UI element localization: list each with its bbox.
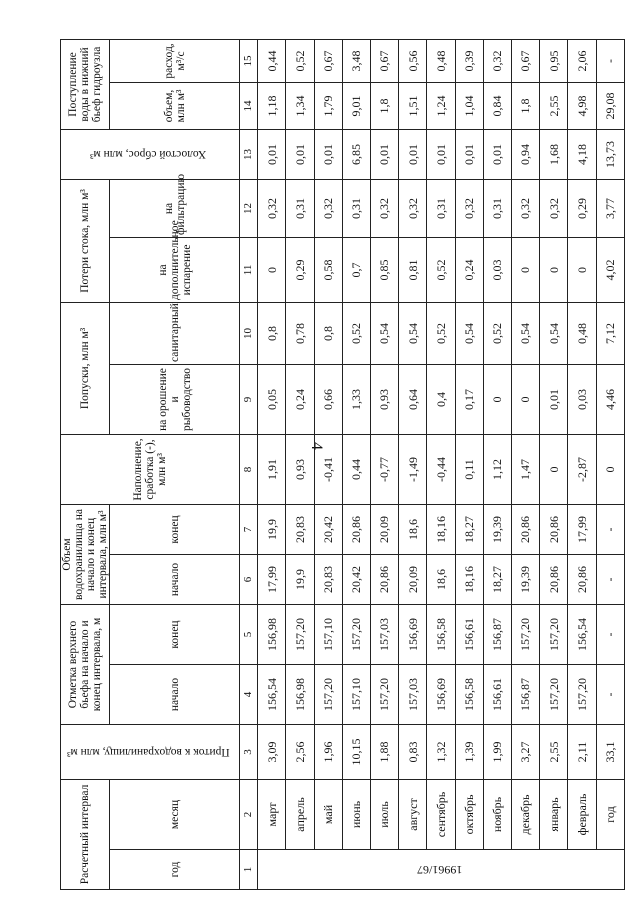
- inflow-cell: 2,56: [286, 724, 314, 779]
- down-flow-cell: 0,39: [455, 39, 483, 82]
- table-row: [399, 39, 427, 889]
- loss-evap-cell: 0: [512, 237, 540, 302]
- loss-filtration-cell: 0,32: [455, 179, 483, 237]
- table-row: [596, 39, 624, 889]
- loss-evap-cell: 0: [540, 237, 568, 302]
- release-sanitary-cell: 0,8: [258, 302, 286, 364]
- upper-end-cell: 157,10: [314, 604, 342, 664]
- volume-start-cell: 19,9: [286, 554, 314, 604]
- release-irrigation-cell: 0,66: [314, 364, 342, 434]
- column-number: 12: [240, 179, 258, 237]
- fill-cell: 1,12: [483, 434, 511, 504]
- table-row: [568, 39, 596, 889]
- month-cell: декабрь: [512, 779, 540, 849]
- upper-start-cell: 157,20: [314, 664, 342, 724]
- release-irrigation-cell: 0,01: [540, 364, 568, 434]
- down-volume-cell: 1,04: [455, 82, 483, 129]
- release-sanitary-cell: 0,8: [314, 302, 342, 364]
- column-number: 11: [240, 237, 258, 302]
- volume-start-cell: 20,86: [568, 554, 596, 604]
- down-volume-cell: 1,24: [427, 82, 455, 129]
- fill-cell: 0: [596, 434, 624, 504]
- volume-end-cell: 19,39: [483, 504, 511, 554]
- upper-end-cell: 156,61: [455, 604, 483, 664]
- fill-cell: -2,87: [568, 434, 596, 504]
- header-year: год: [110, 850, 240, 890]
- table-row: [455, 39, 483, 889]
- fill-cell: 0,11: [455, 434, 483, 504]
- header-fill: Наполнение, сработка (-), млн м³: [61, 434, 240, 504]
- fill-cell: 1,47: [512, 434, 540, 504]
- release-sanitary-cell: 0,52: [427, 302, 455, 364]
- down-volume-cell: 1,79: [314, 82, 342, 129]
- volume-end-cell: 20,86: [540, 504, 568, 554]
- release-irrigation-cell: 0,4: [427, 364, 455, 434]
- header-volume-end: конец: [110, 504, 240, 554]
- fill-cell: 0: [540, 434, 568, 504]
- volume-start-cell: 18,27: [483, 554, 511, 604]
- down-volume-cell: 4,98: [568, 82, 596, 129]
- inflow-cell: 1,99: [483, 724, 511, 779]
- fill-cell: -0,77: [371, 434, 399, 504]
- down-volume-cell: 1,51: [399, 82, 427, 129]
- volume-start-cell: 18,16: [455, 554, 483, 604]
- release-sanitary-cell: 0,54: [512, 302, 540, 364]
- header-calc-interval: Расчетный интервал: [61, 779, 110, 889]
- upper-end-cell: 156,69: [399, 604, 427, 664]
- loss-filtration-cell: 0,32: [314, 179, 342, 237]
- loss-filtration-cell: 0,32: [258, 179, 286, 237]
- upper-end-cell: 156,58: [427, 604, 455, 664]
- loss-filtration-cell: 0,31: [483, 179, 511, 237]
- down-flow-cell: 0,67: [512, 39, 540, 82]
- volume-end-cell: 18,6: [399, 504, 427, 554]
- month-cell: май: [314, 779, 342, 849]
- table-body: [258, 39, 625, 889]
- table-row: [371, 39, 399, 889]
- loss-evap-cell: 0: [568, 237, 596, 302]
- column-number: 1: [240, 850, 258, 890]
- header-loss-evap: на дополнительное испарение: [110, 237, 240, 302]
- volume-start-cell: -: [596, 554, 624, 604]
- loss-evap-cell: 0,52: [427, 237, 455, 302]
- loss-filtration-cell: 0,32: [399, 179, 427, 237]
- release-sanitary-cell: 0,54: [455, 302, 483, 364]
- down-flow-cell: -: [596, 39, 624, 82]
- month-cell: июнь: [342, 779, 370, 849]
- header-downstream: Поступление воды в нижний бьеф гидроузла: [61, 39, 110, 129]
- inflow-cell: 10,15: [342, 724, 370, 779]
- upper-end-cell: 156,54: [568, 604, 596, 664]
- down-flow-cell: 0,67: [314, 39, 342, 82]
- inflow-cell: 1,39: [455, 724, 483, 779]
- month-cell: сентябрь: [427, 779, 455, 849]
- release-irrigation-cell: 0,17: [455, 364, 483, 434]
- loss-filtration-cell: 0,31: [286, 179, 314, 237]
- volume-end-cell: 20,83: [286, 504, 314, 554]
- month-cell: апрель: [286, 779, 314, 849]
- down-flow-cell: 0,95: [540, 39, 568, 82]
- column-number: 5: [240, 604, 258, 664]
- table-row: [427, 39, 455, 889]
- release-irrigation-cell: 0,64: [399, 364, 427, 434]
- idle-discharge-cell: 13,73: [596, 129, 624, 179]
- column-number: 2: [240, 779, 258, 849]
- volume-start-cell: 17,99: [258, 554, 286, 604]
- inflow-cell: 3,27: [512, 724, 540, 779]
- idle-discharge-cell: 0,01: [455, 129, 483, 179]
- down-flow-cell: 0,67: [371, 39, 399, 82]
- release-sanitary-cell: 0,48: [568, 302, 596, 364]
- volume-start-cell: 20,09: [399, 554, 427, 604]
- inflow-cell: 1,88: [371, 724, 399, 779]
- fill-cell: 0,93: [286, 434, 314, 504]
- column-number: 8: [240, 434, 258, 504]
- column-number: 9: [240, 364, 258, 434]
- loss-evap-cell: 4,02: [596, 237, 624, 302]
- release-sanitary-cell: 0,54: [540, 302, 568, 364]
- down-volume-cell: 29,08: [596, 82, 624, 129]
- month-cell: ноябрь: [483, 779, 511, 849]
- volume-end-cell: 20,86: [342, 504, 370, 554]
- inflow-cell: 0,83: [399, 724, 427, 779]
- rotated-table-wrapper: [60, 40, 625, 890]
- upper-start-cell: 156,87: [512, 664, 540, 724]
- inflow-cell: 1,96: [314, 724, 342, 779]
- column-number: 4: [240, 664, 258, 724]
- inflow-cell: 2,11: [568, 724, 596, 779]
- down-flow-cell: 3,48: [342, 39, 370, 82]
- month-cell: август: [399, 779, 427, 849]
- volume-start-cell: 20,86: [540, 554, 568, 604]
- upper-end-cell: 156,98: [258, 604, 286, 664]
- table-row: [286, 39, 314, 889]
- idle-discharge-cell: 0,01: [371, 129, 399, 179]
- header-volume: Объем водохранилища на начало и конец интервала, млн м³: [61, 504, 110, 604]
- loss-evap-cell: 0,58: [314, 237, 342, 302]
- header-losses: Потери стока, млн м³: [61, 179, 110, 302]
- header-volume-start: начало: [110, 554, 240, 604]
- table-row: [512, 39, 540, 889]
- column-number: 3: [240, 724, 258, 779]
- loss-evap-cell: 0,29: [286, 237, 314, 302]
- month-cell: июль: [371, 779, 399, 849]
- month-cell: год: [596, 779, 624, 849]
- column-number: 6: [240, 554, 258, 604]
- upper-start-cell: 156,54: [258, 664, 286, 724]
- fill-cell: 1,91: [258, 434, 286, 504]
- release-sanitary-cell: 0,54: [399, 302, 427, 364]
- release-irrigation-cell: 4,46: [596, 364, 624, 434]
- down-volume-cell: 1,18: [258, 82, 286, 129]
- upper-end-cell: 157,20: [540, 604, 568, 664]
- upper-start-cell: 157,20: [371, 664, 399, 724]
- side-stamp: 19961/67: [417, 862, 463, 877]
- release-irrigation-cell: 0: [512, 364, 540, 434]
- loss-filtration-cell: 0,32: [512, 179, 540, 237]
- header-upper-end: конец: [110, 604, 240, 664]
- table-row: [483, 39, 511, 889]
- down-flow-cell: 0,56: [399, 39, 427, 82]
- upper-start-cell: 157,10: [342, 664, 370, 724]
- upper-start-cell: 156,69: [427, 664, 455, 724]
- loss-filtration-cell: 0,31: [427, 179, 455, 237]
- down-volume-cell: 2,55: [540, 82, 568, 129]
- upper-end-cell: 157,20: [286, 604, 314, 664]
- idle-discharge-cell: 1,68: [540, 129, 568, 179]
- loss-evap-cell: 0,81: [399, 237, 427, 302]
- page-number: 4: [308, 442, 325, 450]
- loss-filtration-cell: 0,32: [371, 179, 399, 237]
- down-flow-cell: 0,32: [483, 39, 511, 82]
- release-sanitary-cell: 0,78: [286, 302, 314, 364]
- inflow-cell: 33,1: [596, 724, 624, 779]
- down-volume-cell: 1,34: [286, 82, 314, 129]
- idle-discharge-cell: 0,01: [258, 129, 286, 179]
- volume-start-cell: 20,42: [342, 554, 370, 604]
- header-release-sanitary: санитарный: [110, 302, 240, 364]
- volume-start-cell: 20,86: [371, 554, 399, 604]
- release-irrigation-cell: 0,05: [258, 364, 286, 434]
- idle-discharge-cell: 0,01: [399, 129, 427, 179]
- release-irrigation-cell: 0: [483, 364, 511, 434]
- down-flow-cell: 0,44: [258, 39, 286, 82]
- month-cell: октябрь: [455, 779, 483, 849]
- down-volume-cell: 9,01: [342, 82, 370, 129]
- year-cell: [258, 850, 625, 890]
- fill-cell: -0,41: [314, 434, 342, 504]
- volume-end-cell: 19,9: [258, 504, 286, 554]
- fill-cell: 0,44: [342, 434, 370, 504]
- fill-cell: -0,44: [427, 434, 455, 504]
- loss-filtration-cell: 0,29: [568, 179, 596, 237]
- down-volume-cell: 1,8: [512, 82, 540, 129]
- header-inflow: Приток к водохранилищу, млн м³: [61, 724, 240, 779]
- loss-evap-cell: 0,7: [342, 237, 370, 302]
- header-idle: Холостой сброс, млн м³: [61, 129, 240, 179]
- idle-discharge-cell: 0,01: [483, 129, 511, 179]
- loss-evap-cell: 0,85: [371, 237, 399, 302]
- inflow-cell: 2,55: [540, 724, 568, 779]
- idle-discharge-cell: 0,94: [512, 129, 540, 179]
- idle-discharge-cell: 4,18: [568, 129, 596, 179]
- volume-end-cell: 20,86: [512, 504, 540, 554]
- inflow-cell: 3,09: [258, 724, 286, 779]
- column-number: 15: [240, 39, 258, 82]
- column-number: 13: [240, 129, 258, 179]
- header-month: месяц: [110, 779, 240, 849]
- loss-filtration-cell: 0,31: [342, 179, 370, 237]
- upper-start-cell: 157,03: [399, 664, 427, 724]
- loss-evap-cell: 0: [258, 237, 286, 302]
- volume-end-cell: 17,99: [568, 504, 596, 554]
- volume-end-cell: -: [596, 504, 624, 554]
- release-irrigation-cell: 0,03: [568, 364, 596, 434]
- loss-evap-cell: 0,03: [483, 237, 511, 302]
- column-number: 10: [240, 302, 258, 364]
- loss-filtration-cell: 0,32: [540, 179, 568, 237]
- upper-start-cell: 156,98: [286, 664, 314, 724]
- volume-end-cell: 18,27: [455, 504, 483, 554]
- upper-start-cell: -: [596, 664, 624, 724]
- loss-evap-cell: 0,24: [455, 237, 483, 302]
- column-number: 7: [240, 504, 258, 554]
- release-irrigation-cell: 0,93: [371, 364, 399, 434]
- fill-cell: -1,49: [399, 434, 427, 504]
- volume-start-cell: 20,83: [314, 554, 342, 604]
- header-down-volume: объем, млн м³: [110, 82, 240, 129]
- upper-end-cell: 156,87: [483, 604, 511, 664]
- upper-end-cell: -: [596, 604, 624, 664]
- down-volume-cell: 0,84: [483, 82, 511, 129]
- column-number-row: [240, 39, 258, 889]
- volume-start-cell: 18,6: [427, 554, 455, 604]
- upper-end-cell: 157,03: [371, 604, 399, 664]
- table-row: [540, 39, 568, 889]
- table-row: [342, 39, 370, 889]
- table-row: [258, 39, 286, 889]
- release-sanitary-cell: 7,12: [596, 302, 624, 364]
- loss-filtration-cell: 3,77: [596, 179, 624, 237]
- month-cell: январь: [540, 779, 568, 849]
- idle-discharge-cell: 0,01: [314, 129, 342, 179]
- month-cell: февраль: [568, 779, 596, 849]
- header-upper-start: начало: [110, 664, 240, 724]
- header-upper-level: Отметка верхнего бьефа на начало и конец интервала, м: [61, 604, 110, 724]
- reservoir-balance-table: [60, 39, 625, 890]
- release-sanitary-cell: 0,52: [342, 302, 370, 364]
- release-sanitary-cell: 0,54: [371, 302, 399, 364]
- down-flow-cell: 0,48: [427, 39, 455, 82]
- volume-end-cell: 20,42: [314, 504, 342, 554]
- down-flow-cell: 2,06: [568, 39, 596, 82]
- upper-start-cell: 156,61: [483, 664, 511, 724]
- header-release-irrigation: на орошение и рыбоводство: [110, 364, 240, 434]
- header-loss-filtration: на фильтрацию: [110, 179, 240, 237]
- release-irrigation-cell: 1,33: [342, 364, 370, 434]
- upper-start-cell: 156,58: [455, 664, 483, 724]
- volume-end-cell: 18,16: [427, 504, 455, 554]
- header-releases: Попуски, млн м³: [61, 302, 110, 434]
- header-down-flow: расход, м³/с: [110, 39, 240, 82]
- volume-start-cell: 19,39: [512, 554, 540, 604]
- volume-end-cell: 20,09: [371, 504, 399, 554]
- upper-end-cell: 157,20: [342, 604, 370, 664]
- release-irrigation-cell: 0,24: [286, 364, 314, 434]
- upper-start-cell: 157,20: [540, 664, 568, 724]
- idle-discharge-cell: 0,01: [427, 129, 455, 179]
- idle-discharge-cell: 0,01: [286, 129, 314, 179]
- release-sanitary-cell: 0,52: [483, 302, 511, 364]
- idle-discharge-cell: 6,85: [342, 129, 370, 179]
- month-cell: март: [258, 779, 286, 849]
- upper-end-cell: 157,20: [512, 604, 540, 664]
- down-volume-cell: 1,8: [371, 82, 399, 129]
- inflow-cell: 1,32: [427, 724, 455, 779]
- down-flow-cell: 0,52: [286, 39, 314, 82]
- table-row: [314, 39, 342, 889]
- upper-start-cell: 157,20: [568, 664, 596, 724]
- column-number: 14: [240, 82, 258, 129]
